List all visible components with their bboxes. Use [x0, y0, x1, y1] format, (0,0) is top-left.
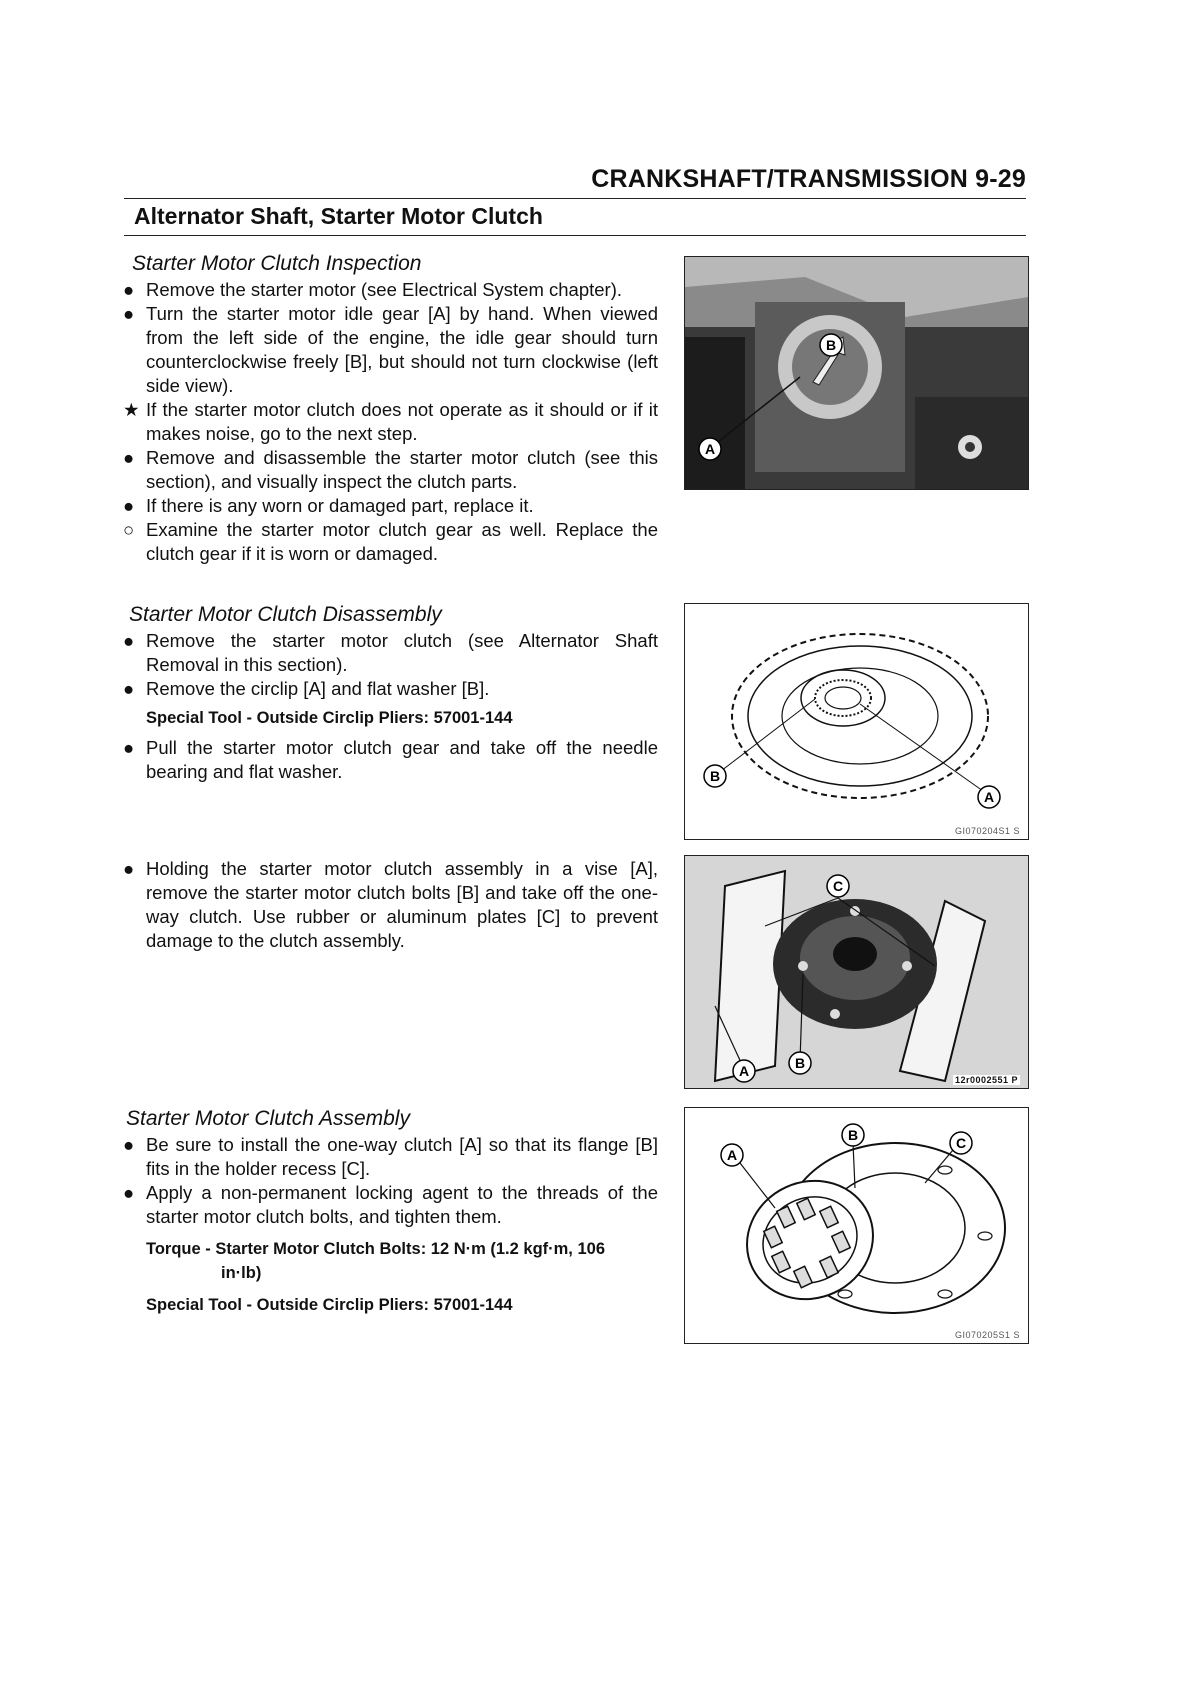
figure-clutch-vise — [684, 855, 1029, 1089]
list-item — [123, 736, 658, 784]
disassembly-title: Starter Motor Clutch Disassembly — [129, 603, 442, 626]
inspection-section — [123, 252, 658, 566]
header-rule-top — [124, 198, 1026, 199]
list-item-text: Remove the circlip [A] and flat washer [B]. — [146, 678, 490, 699]
list-item-text: Holding the starter motor clutch assembly in a vise [A], remove the starter motor clutch bolts [B] and take off the one-way clutch. Use rubber or aluminum plates [C] to prevent damage to the clutch assembly. — [146, 858, 658, 951]
list-item — [123, 446, 658, 494]
fig4-callout-c: C — [955, 1135, 967, 1151]
torque-line-2: in·lb) — [221, 1264, 262, 1282]
bullet-mark: ● — [123, 303, 135, 324]
bullet-mark: ● — [123, 678, 135, 699]
section-title: Alternator Shaft, Starter Motor Clutch — [134, 203, 543, 229]
list-item-text: Examine the starter motor clutch gear as well. Replace the clutch gear if it is worn or damaged. — [146, 519, 658, 564]
bullet-mark: ● — [123, 1134, 135, 1155]
list-item — [123, 302, 658, 398]
list-item — [123, 677, 658, 701]
assembly-special-tool: Special Tool - Outside Circlip Pliers: 57001-144 — [146, 1296, 513, 1314]
list-item — [123, 1133, 658, 1181]
fig4-callout-b: B — [847, 1127, 859, 1143]
figure-one-way-clutch — [684, 1107, 1029, 1344]
assembly-title: Starter Motor Clutch Assembly — [126, 1107, 410, 1130]
bullet-mark: ● — [123, 737, 135, 758]
one-way-clutch-diagram — [685, 1108, 1028, 1343]
bullet-mark: ● — [123, 1182, 135, 1203]
list-item — [123, 398, 658, 446]
list-item — [123, 518, 658, 566]
list-item-text: Remove the starter motor clutch (see Alternator Shaft Removal in this section). — [146, 630, 658, 675]
header-rule-bottom — [124, 235, 1026, 236]
list-item-text: Remove the starter motor (see Electrical System chapter). — [146, 279, 623, 300]
fig3-callout-a: A — [738, 1063, 750, 1079]
bullet-mark: ● — [123, 447, 135, 468]
list-item-text: Pull the starter motor clutch gear and take off the needle bearing and flat washer. — [146, 737, 658, 782]
list-item — [123, 1181, 658, 1229]
inspection-title: Starter Motor Clutch Inspection — [132, 252, 422, 275]
disassembly-section — [123, 603, 658, 784]
bullet-mark: ● — [123, 630, 135, 651]
list-item-text: Turn the starter motor idle gear [A] by hand. When viewed from the left side of the engine, the idle gear should turn counterclockwise freely [B], but should not turn clockwise (left side view). — [146, 303, 658, 396]
fig3-callout-c: C — [832, 878, 844, 894]
fig3-caption: 12r0002551 P — [954, 1075, 1018, 1085]
fig1-callout-b: B — [825, 337, 837, 353]
assembly-section — [123, 1107, 658, 1323]
fig2-callout-b: B — [709, 768, 721, 784]
assembly-torque — [123, 1237, 658, 1285]
clutch-vise-photo — [685, 856, 1028, 1088]
fig2-callout-a: A — [983, 789, 995, 805]
fig2-caption: GI070204S1 S — [954, 826, 1020, 836]
bullet-mark: ● — [123, 279, 135, 300]
chapter-title: CRANKSHAFT/TRANSMISSION 9-29 — [591, 165, 1026, 193]
list-item-text: Be sure to install the one-way clutch [A] so that its flange [B] fits in the holder recess [C]. — [146, 1134, 658, 1179]
list-item — [123, 278, 658, 302]
fig3-callout-b: B — [794, 1055, 806, 1071]
bullet-mark: ● — [123, 858, 135, 879]
disassembly-special-tool: Special Tool - Outside Circlip Pliers: 57001-144 — [146, 709, 513, 727]
disassembly-vise-section — [123, 857, 658, 953]
fig4-callout-a: A — [726, 1147, 738, 1163]
fig4-caption: GI070205S1 S — [954, 1330, 1020, 1340]
figure-idle-gear — [684, 256, 1029, 490]
bullet-mark: ● — [123, 495, 135, 516]
list-item — [123, 494, 658, 518]
bullet-mark: ○ — [123, 519, 135, 540]
list-item — [123, 629, 658, 677]
idle-gear-photo — [685, 257, 1028, 489]
figure-clutch-gear — [684, 603, 1029, 840]
clutch-gear-diagram — [685, 604, 1028, 839]
list-item-text: Apply a non-permanent locking agent to the threads of the starter motor clutch bolts, and tighten them. — [146, 1182, 658, 1227]
list-item-text: If the starter motor clutch does not operate as it should or if it makes noise, go to the next step. — [146, 399, 658, 444]
fig1-callout-a: A — [704, 441, 716, 457]
list-item — [123, 857, 658, 953]
bullet-mark: ★ — [123, 399, 140, 420]
list-item-text: If there is any worn or damaged part, replace it. — [146, 495, 534, 516]
torque-line-1: Torque - Starter Motor Clutch Bolts: 12 N·m (1.2 kgf·m, 106 — [146, 1240, 606, 1258]
list-item-text: Remove and disassemble the starter motor clutch (see this section), and visually inspect the clutch parts. — [146, 447, 658, 492]
